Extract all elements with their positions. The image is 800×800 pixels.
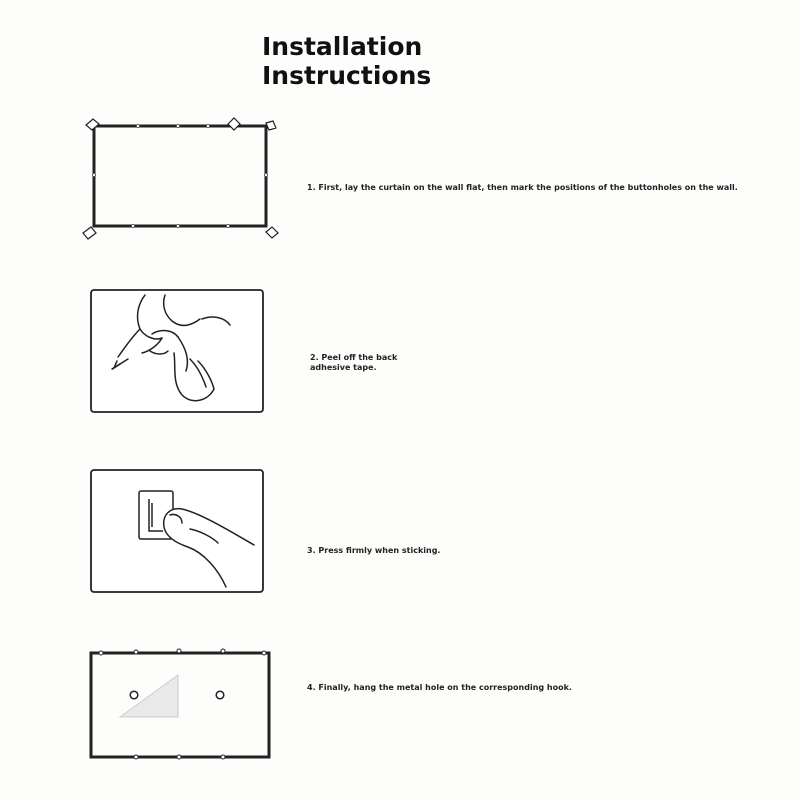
step-2-text: 2. Peel off the back adhesive tape. [310, 353, 398, 372]
title-line-2: Instructions [262, 61, 432, 90]
step-1-text: 1. First, lay the curtain on the wall flat, then mark the positions of the buttonholes on the wall. [307, 183, 738, 192]
title-line-1: Installation [262, 32, 423, 61]
step-4-illustration [86, 645, 276, 765]
step-3-text: 3. Press firmly when sticking. [307, 546, 441, 555]
corner-clip-icon [83, 118, 278, 239]
step-4-text: 4. Finally, hang the metal hole on the corresponding hook. [307, 683, 572, 692]
hook-marker-icon [120, 675, 224, 717]
step-1-illustration [78, 115, 283, 240]
page-title [262, 32, 431, 90]
step-2-illustration [90, 289, 265, 414]
step-3-illustration [90, 469, 265, 594]
